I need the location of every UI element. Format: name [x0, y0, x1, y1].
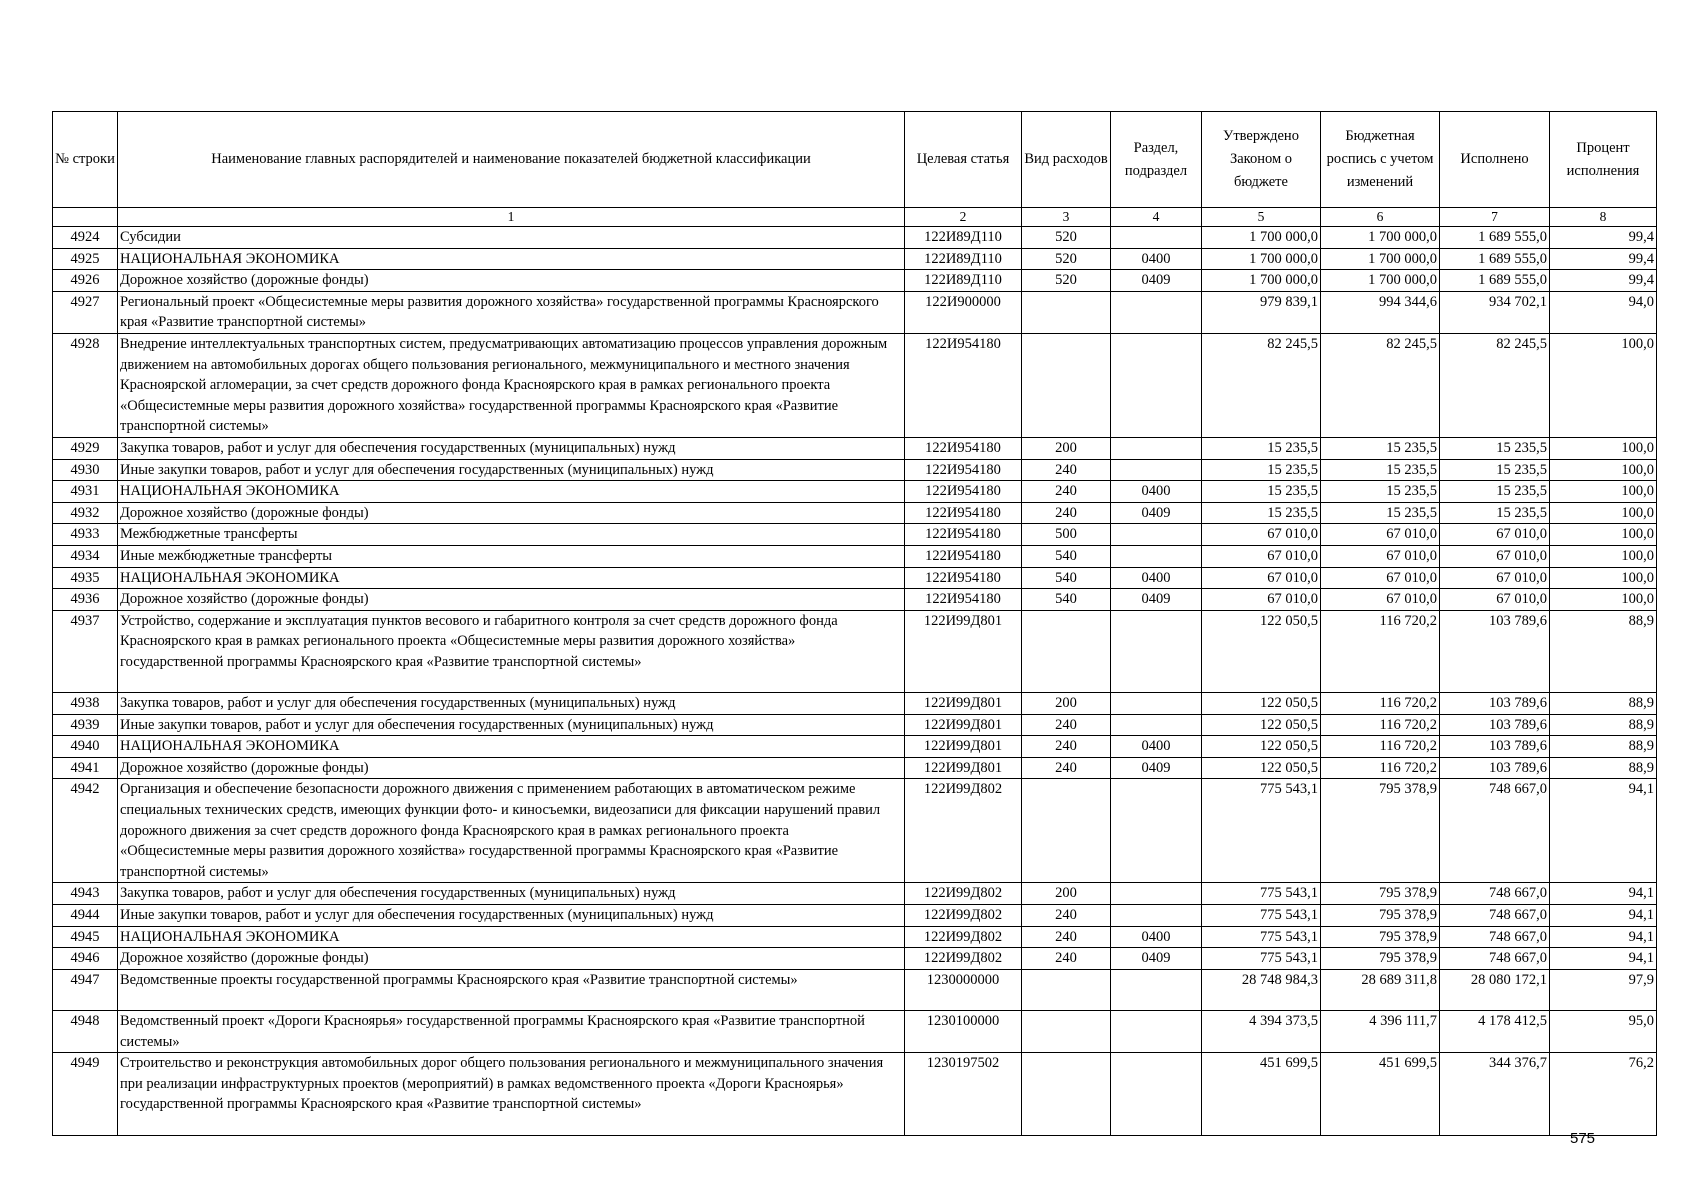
approved-amount: 67 010,0: [1202, 589, 1321, 611]
table-row: [53, 248, 1657, 270]
executed-amount: 103 789,6: [1440, 757, 1550, 779]
item-name: НАЦИОНАЛЬНАЯ ЭКОНОМИКА: [118, 926, 905, 948]
column-number: 6: [1321, 208, 1440, 227]
executed-amount: 748 667,0: [1440, 948, 1550, 970]
executed-amount: 15 235,5: [1440, 459, 1550, 481]
approved-amount: 28 748 984,3: [1202, 969, 1321, 1010]
target-article: 1230100000: [905, 1010, 1022, 1052]
approved-amount: 1 700 000,0: [1202, 248, 1321, 270]
execution-percent: 88,9: [1550, 610, 1657, 692]
approved-amount: 122 050,5: [1202, 736, 1321, 758]
section-code: 0400: [1111, 481, 1202, 503]
row-number: 4944: [53, 905, 118, 927]
row-number: 4932: [53, 502, 118, 524]
header-row-number: № строки: [53, 112, 118, 208]
approved-amount: 67 010,0: [1202, 567, 1321, 589]
executed-amount: 4 178 412,5: [1440, 1010, 1550, 1052]
expense-type: 240: [1022, 481, 1111, 503]
section-code: 0400: [1111, 248, 1202, 270]
section-code: [1111, 693, 1202, 715]
target-article: 122И99Д802: [905, 779, 1022, 883]
item-name: Внедрение интеллектуальных транспортных систем, предусматривающих автоматизацию процессов управления дорожным движением на автомобильных дорогах общего пользования регионального, межмуниципального и местного значения Красноярской агломерации, за счет средств дорожного фонда Красноярского края в рамках регионального проекта «Общесистемные меры развития дорожного хозяйства» государственной программы Красноярского края «Развитие транспортной системы»: [118, 333, 905, 437]
execution-percent: 88,9: [1550, 757, 1657, 779]
execution-percent: 88,9: [1550, 693, 1657, 715]
target-article: 122И954180: [905, 524, 1022, 546]
section-code: 0409: [1111, 502, 1202, 524]
table-row: [53, 227, 1657, 249]
expense-type: 540: [1022, 545, 1111, 567]
header-percent: Процент исполнения: [1550, 112, 1657, 208]
target-article: 122И99Д802: [905, 905, 1022, 927]
expense-type: 240: [1022, 736, 1111, 758]
expense-type: 240: [1022, 926, 1111, 948]
expense-type: 200: [1022, 883, 1111, 905]
row-number: 4938: [53, 693, 118, 715]
table-row: [53, 779, 1657, 883]
execution-percent: 94,1: [1550, 883, 1657, 905]
section-code: [1111, 437, 1202, 459]
budget-list-amount: 67 010,0: [1321, 524, 1440, 546]
target-article: 122И99Д802: [905, 948, 1022, 970]
table-row: [53, 524, 1657, 546]
execution-percent: 94,1: [1550, 779, 1657, 883]
section-code: [1111, 1053, 1202, 1135]
executed-amount: 934 702,1: [1440, 291, 1550, 333]
item-name: НАЦИОНАЛЬНАЯ ЭКОНОМИКА: [118, 736, 905, 758]
approved-amount: 775 543,1: [1202, 905, 1321, 927]
table-row: [53, 757, 1657, 779]
column-number: 2: [905, 208, 1022, 227]
approved-amount: 775 543,1: [1202, 948, 1321, 970]
target-article: 122И99Д802: [905, 926, 1022, 948]
execution-percent: 95,0: [1550, 1010, 1657, 1052]
executed-amount: 748 667,0: [1440, 883, 1550, 905]
item-name: Закупка товаров, работ и услуг для обеспечения государственных (муниципальных) нужд: [118, 883, 905, 905]
expense-type: 240: [1022, 502, 1111, 524]
target-article: 122И954180: [905, 545, 1022, 567]
item-name: Дорожное хозяйство (дорожные фонды): [118, 589, 905, 611]
budget-list-amount: 1 700 000,0: [1321, 270, 1440, 292]
budget-list-amount: 116 720,2: [1321, 714, 1440, 736]
approved-amount: 4 394 373,5: [1202, 1010, 1321, 1052]
item-name: Дорожное хозяйство (дорожные фонды): [118, 270, 905, 292]
execution-percent: 100,0: [1550, 589, 1657, 611]
budget-list-amount: 116 720,2: [1321, 693, 1440, 715]
item-name: Устройство, содержание и эксплуатация пунктов весового и габаритного контроля за счет средств дорожного фонда Красноярского края в рамках регионального проекта «Общесистемные меры развития дорожного хозяйства» государственной программы Красноярского края «Развитие транспортной системы»: [118, 610, 905, 692]
target-article: 122И954180: [905, 481, 1022, 503]
section-code: 0400: [1111, 736, 1202, 758]
section-code: [1111, 524, 1202, 546]
column-number: [53, 208, 118, 227]
item-name: Региональный проект «Общесистемные меры развития дорожного хозяйства» государственной программы Красноярского края «Развитие транспортной системы»: [118, 291, 905, 333]
target-article: 122И954180: [905, 589, 1022, 611]
section-code: 0409: [1111, 270, 1202, 292]
budget-list-amount: 795 378,9: [1321, 905, 1440, 927]
item-name: НАЦИОНАЛЬНАЯ ЭКОНОМИКА: [118, 567, 905, 589]
execution-percent: 88,9: [1550, 736, 1657, 758]
executed-amount: 15 235,5: [1440, 502, 1550, 524]
table-row: [53, 1010, 1657, 1052]
item-name: Ведомственные проекты государственной программы Красноярского края «Развитие транспортной системы»: [118, 969, 905, 1010]
item-name: НАЦИОНАЛЬНАЯ ЭКОНОМИКА: [118, 481, 905, 503]
expense-type: 520: [1022, 270, 1111, 292]
execution-percent: 100,0: [1550, 481, 1657, 503]
execution-percent: 94,0: [1550, 291, 1657, 333]
approved-amount: 122 050,5: [1202, 757, 1321, 779]
executed-amount: 15 235,5: [1440, 481, 1550, 503]
header-approved: Утверждено Законом о бюджете: [1202, 112, 1321, 208]
expense-type: [1022, 779, 1111, 883]
expense-type: 540: [1022, 567, 1111, 589]
page-number: 575: [1570, 1130, 1596, 1147]
section-code: 0400: [1111, 926, 1202, 948]
row-number: 4929: [53, 437, 118, 459]
header-target-article: Целевая статья: [905, 112, 1022, 208]
column-number: 3: [1022, 208, 1111, 227]
budget-list-amount: 116 720,2: [1321, 610, 1440, 692]
budget-list-amount: 1 700 000,0: [1321, 227, 1440, 249]
table-row: [53, 1053, 1657, 1135]
item-name: Иные межбюджетные трансферты: [118, 545, 905, 567]
expense-type: 240: [1022, 757, 1111, 779]
approved-amount: 15 235,5: [1202, 481, 1321, 503]
column-number: 5: [1202, 208, 1321, 227]
execution-percent: 88,9: [1550, 714, 1657, 736]
table-row: [53, 502, 1657, 524]
approved-amount: 15 235,5: [1202, 502, 1321, 524]
budget-list-amount: 451 699,5: [1321, 1053, 1440, 1135]
approved-amount: 122 050,5: [1202, 714, 1321, 736]
item-name: Дорожное хозяйство (дорожные фонды): [118, 502, 905, 524]
executed-amount: 82 245,5: [1440, 333, 1550, 437]
row-number: 4942: [53, 779, 118, 883]
table-row: [53, 270, 1657, 292]
table-row: [53, 545, 1657, 567]
table-row: [53, 736, 1657, 758]
target-article: 122И89Д110: [905, 248, 1022, 270]
item-name: Строительство и реконструкция автомобильных дорог общего пользования регионального и межмуниципального значения при реализации инфраструктурных проектов (мероприятий) в рамках ведомственного проекта «Дороги Красноярья» государственной программы Красноярского края «Развитие транспортной системы»: [118, 1053, 905, 1135]
section-code: 0409: [1111, 589, 1202, 611]
table-row: [53, 969, 1657, 1010]
header-executed: Исполнено: [1440, 112, 1550, 208]
table-row: [53, 905, 1657, 927]
budget-list-amount: 15 235,5: [1321, 459, 1440, 481]
item-name: Иные закупки товаров, работ и услуг для обеспечения государственных (муниципальных) нужд: [118, 459, 905, 481]
target-article: 122И954180: [905, 437, 1022, 459]
execution-percent: 100,0: [1550, 459, 1657, 481]
section-code: 0409: [1111, 757, 1202, 779]
budget-list-amount: 116 720,2: [1321, 757, 1440, 779]
execution-percent: 100,0: [1550, 437, 1657, 459]
target-article: 122И954180: [905, 567, 1022, 589]
budget-list-amount: 4 396 111,7: [1321, 1010, 1440, 1052]
row-number: 4948: [53, 1010, 118, 1052]
section-code: [1111, 779, 1202, 883]
target-article: 122И99Д801: [905, 757, 1022, 779]
row-number: 4937: [53, 610, 118, 692]
item-name: Ведомственный проект «Дороги Красноярья» государственной программы Красноярского края «Развитие транспортной системы»: [118, 1010, 905, 1052]
execution-percent: 94,1: [1550, 926, 1657, 948]
row-number: 4939: [53, 714, 118, 736]
budget-list-amount: 15 235,5: [1321, 481, 1440, 503]
approved-amount: 775 543,1: [1202, 926, 1321, 948]
section-code: [1111, 1010, 1202, 1052]
row-number: 4936: [53, 589, 118, 611]
target-article: 122И954180: [905, 502, 1022, 524]
row-number: 4924: [53, 227, 118, 249]
table-row: [53, 291, 1657, 333]
row-number: 4930: [53, 459, 118, 481]
header-expense-type: Вид расходов: [1022, 112, 1111, 208]
item-name: Закупка товаров, работ и услуг для обеспечения государственных (муниципальных) нужд: [118, 437, 905, 459]
target-article: 122И900000: [905, 291, 1022, 333]
section-code: [1111, 969, 1202, 1010]
expense-type: 520: [1022, 227, 1111, 249]
expense-type: [1022, 1053, 1111, 1135]
budget-list-amount: 994 344,6: [1321, 291, 1440, 333]
row-number: 4933: [53, 524, 118, 546]
row-number: 4928: [53, 333, 118, 437]
column-number: 4: [1111, 208, 1202, 227]
approved-amount: 122 050,5: [1202, 610, 1321, 692]
table-row: [53, 948, 1657, 970]
target-article: 122И99Д801: [905, 714, 1022, 736]
expense-type: [1022, 291, 1111, 333]
row-number: 4926: [53, 270, 118, 292]
column-number: 8: [1550, 208, 1657, 227]
executed-amount: 748 667,0: [1440, 779, 1550, 883]
budget-list-amount: 67 010,0: [1321, 545, 1440, 567]
execution-percent: 100,0: [1550, 502, 1657, 524]
item-name: Дорожное хозяйство (дорожные фонды): [118, 948, 905, 970]
table-row: [53, 589, 1657, 611]
section-code: [1111, 714, 1202, 736]
approved-amount: 15 235,5: [1202, 437, 1321, 459]
section-code: [1111, 905, 1202, 927]
target-article: 1230000000: [905, 969, 1022, 1010]
budget-table: [52, 111, 1657, 1136]
budget-list-amount: 795 378,9: [1321, 779, 1440, 883]
approved-amount: 122 050,5: [1202, 693, 1321, 715]
executed-amount: 748 667,0: [1440, 926, 1550, 948]
expense-type: [1022, 969, 1111, 1010]
execution-percent: 76,2: [1550, 1053, 1657, 1135]
execution-percent: 100,0: [1550, 333, 1657, 437]
row-number: 4946: [53, 948, 118, 970]
table-row: [53, 926, 1657, 948]
item-name: Закупка товаров, работ и услуг для обеспечения государственных (муниципальных) нужд: [118, 693, 905, 715]
expense-type: 500: [1022, 524, 1111, 546]
target-article: 122И954180: [905, 333, 1022, 437]
expense-type: 240: [1022, 905, 1111, 927]
row-number: 4935: [53, 567, 118, 589]
expense-type: 240: [1022, 459, 1111, 481]
budget-list-amount: 795 378,9: [1321, 926, 1440, 948]
executed-amount: 103 789,6: [1440, 693, 1550, 715]
target-article: 1230197502: [905, 1053, 1022, 1135]
item-name: Организация и обеспечение безопасности дорожного движения с применением работающих в автоматическом режиме специальных технических средств, имеющих функции фото- и киносъемки, видеозаписи для фиксации нарушений правил дорожного движения за счет средств дорожного фонда Красноярского края в рамках регионального проекта «Общесистемные меры развития дорожного хозяйства» государственной программы Красноярского края «Развитие транспортной системы»: [118, 779, 905, 883]
header-budget-list: Бюджетная роспись с учетом изменений: [1321, 112, 1440, 208]
section-code: [1111, 291, 1202, 333]
expense-type: [1022, 610, 1111, 692]
target-article: 122И99Д801: [905, 693, 1022, 715]
expense-type: 540: [1022, 589, 1111, 611]
approved-amount: 82 245,5: [1202, 333, 1321, 437]
approved-amount: 1 700 000,0: [1202, 270, 1321, 292]
item-name: Иные закупки товаров, работ и услуг для обеспечения государственных (муниципальных) нужд: [118, 905, 905, 927]
table-row: [53, 481, 1657, 503]
table-row: [53, 459, 1657, 481]
executed-amount: 344 376,7: [1440, 1053, 1550, 1135]
row-number: 4943: [53, 883, 118, 905]
approved-amount: 15 235,5: [1202, 459, 1321, 481]
section-code: [1111, 610, 1202, 692]
execution-percent: 94,1: [1550, 905, 1657, 927]
column-numbers-row: [53, 208, 1657, 227]
executed-amount: 67 010,0: [1440, 524, 1550, 546]
executed-amount: 1 689 555,0: [1440, 270, 1550, 292]
row-number: 4934: [53, 545, 118, 567]
execution-percent: 100,0: [1550, 524, 1657, 546]
executed-amount: 1 689 555,0: [1440, 227, 1550, 249]
execution-percent: 100,0: [1550, 545, 1657, 567]
executed-amount: 1 689 555,0: [1440, 248, 1550, 270]
target-article: 122И99Д802: [905, 883, 1022, 905]
budget-list-amount: 15 235,5: [1321, 502, 1440, 524]
row-number: 4925: [53, 248, 118, 270]
expense-type: 520: [1022, 248, 1111, 270]
executed-amount: 15 235,5: [1440, 437, 1550, 459]
section-code: [1111, 459, 1202, 481]
table-row: [53, 883, 1657, 905]
executed-amount: 748 667,0: [1440, 905, 1550, 927]
executed-amount: 28 080 172,1: [1440, 969, 1550, 1010]
target-article: 122И99Д801: [905, 736, 1022, 758]
budget-list-amount: 82 245,5: [1321, 333, 1440, 437]
item-name: Дорожное хозяйство (дорожные фонды): [118, 757, 905, 779]
table-body: [53, 227, 1657, 1136]
budget-list-amount: 67 010,0: [1321, 589, 1440, 611]
row-number: 4947: [53, 969, 118, 1010]
budget-list-amount: 795 378,9: [1321, 883, 1440, 905]
executed-amount: 67 010,0: [1440, 567, 1550, 589]
execution-percent: 100,0: [1550, 567, 1657, 589]
target-article: 122И89Д110: [905, 227, 1022, 249]
target-article: 122И99Д801: [905, 610, 1022, 692]
approved-amount: 1 700 000,0: [1202, 227, 1321, 249]
approved-amount: 67 010,0: [1202, 524, 1321, 546]
item-name: Межбюджетные трансферты: [118, 524, 905, 546]
budget-list-amount: 795 378,9: [1321, 948, 1440, 970]
item-name: Субсидии: [118, 227, 905, 249]
table-row: [53, 693, 1657, 715]
item-name: Иные закупки товаров, работ и услуг для обеспечения государственных (муниципальных) нужд: [118, 714, 905, 736]
item-name: НАЦИОНАЛЬНАЯ ЭКОНОМИКА: [118, 248, 905, 270]
row-number: 4931: [53, 481, 118, 503]
execution-percent: 99,4: [1550, 227, 1657, 249]
budget-list-amount: 67 010,0: [1321, 567, 1440, 589]
target-article: 122И89Д110: [905, 270, 1022, 292]
approved-amount: 67 010,0: [1202, 545, 1321, 567]
table-row: [53, 610, 1657, 692]
executed-amount: 103 789,6: [1440, 610, 1550, 692]
expense-type: 200: [1022, 693, 1111, 715]
header-section: Раздел, подраздел: [1111, 112, 1202, 208]
row-number: 4945: [53, 926, 118, 948]
table-row: [53, 333, 1657, 437]
header-name: Наименование главных распорядителей и наименование показателей бюджетной классификации: [118, 112, 905, 208]
expense-type: [1022, 333, 1111, 437]
column-number: 7: [1440, 208, 1550, 227]
section-code: [1111, 333, 1202, 437]
section-code: [1111, 883, 1202, 905]
approved-amount: 775 543,1: [1202, 883, 1321, 905]
executed-amount: 103 789,6: [1440, 714, 1550, 736]
budget-list-amount: 28 689 311,8: [1321, 969, 1440, 1010]
executed-amount: 67 010,0: [1440, 589, 1550, 611]
table-row: [53, 714, 1657, 736]
budget-list-amount: 15 235,5: [1321, 437, 1440, 459]
approved-amount: 451 699,5: [1202, 1053, 1321, 1135]
approved-amount: 775 543,1: [1202, 779, 1321, 883]
row-number: 4927: [53, 291, 118, 333]
execution-percent: 99,4: [1550, 248, 1657, 270]
expense-type: 240: [1022, 714, 1111, 736]
expense-type: 240: [1022, 948, 1111, 970]
executed-amount: 103 789,6: [1440, 736, 1550, 758]
executed-amount: 67 010,0: [1440, 545, 1550, 567]
budget-list-amount: 1 700 000,0: [1321, 248, 1440, 270]
section-code: 0400: [1111, 567, 1202, 589]
execution-percent: 94,1: [1550, 948, 1657, 970]
budget-list-amount: 116 720,2: [1321, 736, 1440, 758]
row-number: 4949: [53, 1053, 118, 1135]
execution-percent: 99,4: [1550, 270, 1657, 292]
section-code: [1111, 227, 1202, 249]
expense-type: 200: [1022, 437, 1111, 459]
row-number: 4940: [53, 736, 118, 758]
execution-percent: 97,9: [1550, 969, 1657, 1010]
column-number: 1: [118, 208, 905, 227]
header-row: [53, 112, 1657, 208]
approved-amount: 979 839,1: [1202, 291, 1321, 333]
expense-type: [1022, 1010, 1111, 1052]
table-row: [53, 437, 1657, 459]
row-number: 4941: [53, 757, 118, 779]
target-article: 122И954180: [905, 459, 1022, 481]
section-code: 0409: [1111, 948, 1202, 970]
section-code: [1111, 545, 1202, 567]
table-row: [53, 567, 1657, 589]
